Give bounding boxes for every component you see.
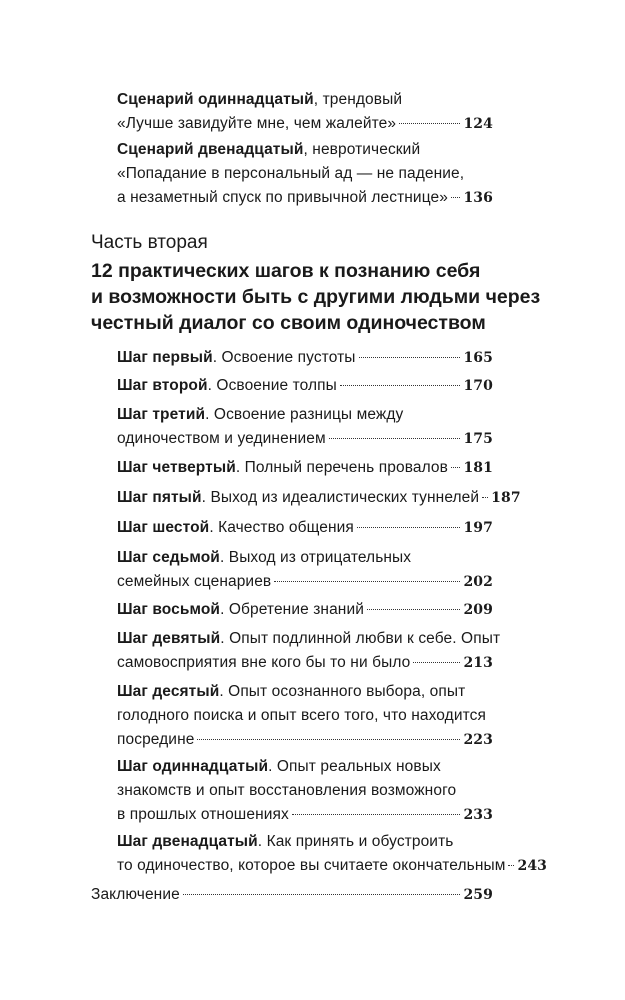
entry-bold-label: Шаг первый: [117, 349, 213, 366]
entry-text-line: . Выход из отрицательных: [219, 549, 412, 566]
toc-entry-step-10[interactable]: [117, 680, 493, 752]
entry-text-line: . Обретение знаний: [220, 601, 364, 618]
entry-bold-label: Шаг одиннадцатый: [117, 758, 269, 775]
toc-entry-step-1[interactable]: [117, 346, 493, 370]
page-number: 223: [463, 732, 493, 748]
leader-dots: [340, 385, 461, 386]
leader-dots: [508, 865, 514, 866]
entry-subtitle: , невротический: [303, 141, 421, 158]
page-number: 209: [463, 602, 493, 618]
toc-entry-conclusion[interactable]: [91, 883, 493, 907]
page-number: 165: [463, 350, 493, 366]
toc-entry-step-8[interactable]: [117, 598, 493, 622]
entry-bold-label: Шаг девятый: [117, 630, 221, 647]
entry-text-line: а незаметный спуск по привычной лестнице»: [117, 189, 448, 206]
entry-bold-label: Сценарий двенадцатый: [117, 141, 304, 158]
toc-entry-step-7[interactable]: [117, 546, 493, 594]
entry-text-line: одиночеством и уединением: [117, 430, 326, 447]
entry-text-line: «Лучше завидуйте мне, чем жалейте»: [117, 115, 397, 132]
entry-text-line: самовосприятия вне кого бы то ни было: [117, 654, 411, 671]
page-number: 124: [463, 116, 493, 132]
page-number: 202: [463, 574, 493, 590]
leader-dots: [197, 739, 460, 740]
leader-dots: [399, 123, 460, 124]
entry-bold-label: Шаг шестой: [117, 519, 210, 536]
entry-bold-label: Шаг четвертый: [117, 459, 236, 476]
toc-entry-step-12[interactable]: [117, 830, 548, 878]
leader-dots: [482, 497, 488, 498]
toc-entry-step-2[interactable]: [117, 374, 493, 398]
entry-bold-label: Сценарий одиннадцатый: [117, 91, 314, 108]
page-number: 175: [463, 431, 493, 447]
toc-entry-step-11[interactable]: [117, 755, 493, 827]
part-title-line: 12 практических шагов к познанию себя: [91, 260, 481, 282]
entry-text-line: . Освоение пустоты: [212, 349, 356, 366]
entry-text-line: . Опыт осознанного выбора, опыт: [219, 683, 466, 700]
entry-text-line: то одиночество, которое вы считаете окончательным: [117, 857, 506, 874]
leader-dots: [183, 894, 461, 895]
entry-text-line: . Выход из идеалистических туннелей: [201, 489, 480, 506]
entry-bold-label: Шаг двенадцатый: [117, 833, 258, 850]
entry-bold-label: Шаг десятый: [117, 683, 220, 700]
page-number: 181: [463, 460, 493, 476]
toc-entry-step-5[interactable]: [117, 486, 521, 510]
entry-bold-label: Шаг третий: [117, 406, 206, 423]
leader-dots: [292, 814, 461, 815]
entry-text-line: знакомств и опыт восстановления возможного: [117, 782, 457, 799]
page-number: 187: [491, 490, 521, 506]
part-title-line: и возможности быть с другими людьми через: [91, 286, 541, 308]
page-number: 197: [463, 520, 493, 536]
entry-text-line: «Попадание в персональный ад — не падение,: [117, 165, 465, 182]
leader-dots: [357, 527, 461, 528]
leader-dots: [329, 438, 461, 439]
leader-dots: [359, 357, 461, 358]
leader-dots: [451, 467, 461, 468]
toc-entry-scenario-11[interactable]: [117, 88, 493, 136]
entry-bold-label: Шаг пятый: [117, 489, 202, 506]
entry-text-line: . Как принять и обустроить: [257, 833, 454, 850]
toc-entry-step-9[interactable]: [117, 627, 501, 675]
entry-text-line: . Качество общения: [209, 519, 354, 536]
entry-text-line: голодного поиска и опыт всего того, что находится: [117, 707, 486, 724]
leader-dots: [367, 609, 460, 610]
toc-entry-step-4[interactable]: [117, 456, 493, 480]
leader-dots: [451, 197, 461, 198]
part-title: [91, 258, 541, 336]
page-number: 233: [463, 807, 493, 823]
entry-text-line: . Освоение толпы: [207, 377, 337, 394]
page-number: 136: [463, 190, 493, 206]
page-number: 170: [463, 378, 493, 394]
toc-entry-scenario-12[interactable]: [117, 138, 493, 210]
entry-bold-label: Шаг восьмой: [117, 601, 221, 618]
entry-bold-label: Шаг седьмой: [117, 549, 220, 566]
part-title-line: честный диалог со своим одиночеством: [91, 312, 486, 334]
entry-subtitle: , трендовый: [313, 91, 403, 108]
entry-text-line: в прошлых отношениях: [117, 806, 289, 823]
toc-entry-step-3[interactable]: [117, 403, 493, 451]
entry-text-line: . Полный перечень провалов: [235, 459, 448, 476]
entry-text-line: . Освоение разницы между: [205, 406, 404, 423]
part-label: Часть вторая: [91, 232, 208, 253]
entry-text-line: Заключение: [91, 886, 180, 903]
entry-text-line: . Опыт реальных новых: [268, 758, 441, 775]
page-number: 259: [463, 887, 493, 903]
entry-text-line: посредине: [117, 731, 195, 748]
entry-bold-label: Шаг второй: [117, 377, 208, 394]
page-number: 243: [517, 858, 548, 874]
leader-dots: [413, 662, 460, 663]
toc-entry-step-6[interactable]: [117, 516, 493, 540]
entry-text-line: семейных сценариев: [117, 573, 272, 590]
entry-text-line: . Опыт подлинной любви к себе. Опыт: [220, 630, 501, 647]
leader-dots: [274, 581, 460, 582]
page-number: 213: [463, 655, 493, 671]
